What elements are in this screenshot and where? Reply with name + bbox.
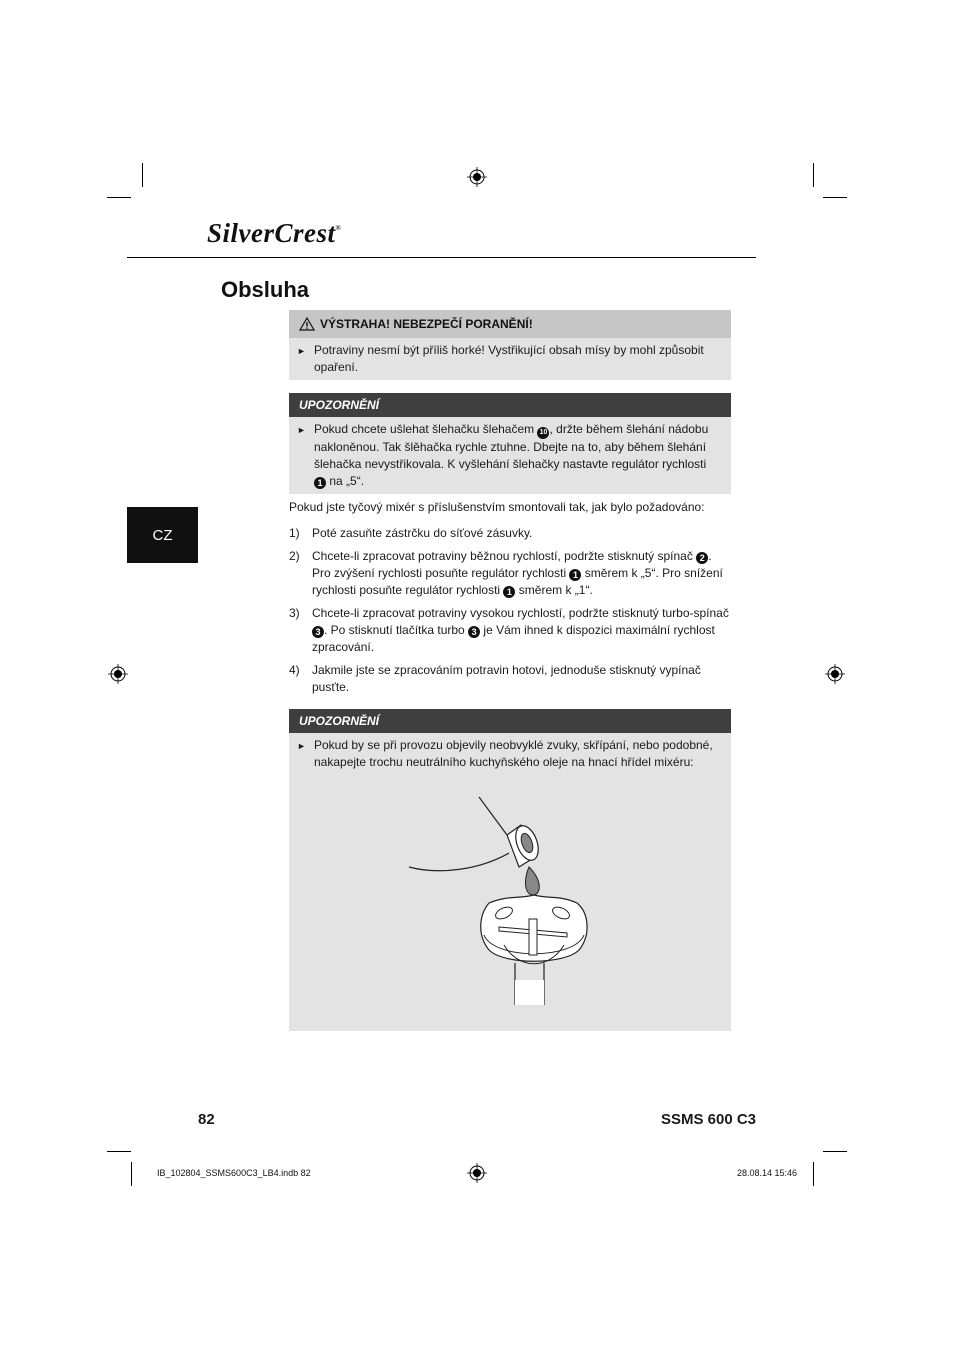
ref-badge: 3 — [312, 626, 324, 638]
step-text: Jakmile jste se zpracováním potravin hotovi, jednoduše stisknutý vypínač pusťte. — [312, 663, 701, 694]
note-text-part: , držte během šlehání nádobu nakloněnou. Tak šlěhačka rychle ztuhne. Dbejte na to, aby během šlehání šlehačka nevystřikovala. K vyšlehání šlehačky nastavte regulátor rychlosti — [314, 422, 709, 471]
arrow-bullet-icon: ► — [297, 425, 306, 435]
note-box-illustrated — [289, 709, 731, 1031]
brand-logo-text: SilverCrest — [207, 218, 336, 248]
note-heading — [289, 393, 731, 417]
print-slug-file: IB_102804_SSMS600C3_LB4.indb 82 — [157, 1168, 311, 1178]
note-text — [314, 421, 721, 490]
note-heading — [289, 709, 731, 733]
step-text-part: Chcete-li zpracovat potraviny vysokou rychlostí, podržte stisknutý turbo-spínač — [312, 606, 729, 620]
oil-dripping-illustration — [399, 795, 609, 1010]
note-text-part: na „5“. — [329, 474, 365, 488]
list-item — [297, 342, 721, 376]
registration-mark-icon — [825, 664, 845, 684]
warning-text: Potraviny nesmí být příliš horké! Vystřikující obsah mísy by mohl způsobit opaření. — [314, 343, 704, 374]
list-item — [289, 605, 731, 656]
language-tab-label: CZ — [152, 526, 173, 544]
registered-mark: ® — [335, 224, 342, 232]
print-slug-date: 28.08.14 15:46 — [736, 1168, 797, 1178]
note-text: Pokud by se při provozu objevily neobvyklé zvuky, skřípání, nebo podobné, nakapejte trochu neutrálního kuchyňského oleje na hnací hřídel mixéru: — [314, 738, 713, 769]
step-number: 2) — [289, 549, 300, 563]
warning-heading — [289, 310, 731, 338]
note-body — [289, 733, 731, 777]
step-text: Poté zasuňte zástrčku do síťové zásuvky. — [312, 526, 533, 540]
brand-logo — [207, 218, 341, 249]
note-text-part: Pokud chcete ušlehat šlehačku šlehačem — [314, 422, 535, 436]
language-tab — [127, 507, 198, 563]
list-item — [289, 525, 731, 542]
warning-box — [289, 310, 731, 380]
ref-badge: 3 — [468, 626, 480, 638]
crop-mark — [823, 197, 847, 198]
step-text-part: Chcete-li zpracovat potraviny běžnou rychlostí, podržte stisknutý spínač — [312, 549, 693, 563]
ref-badge: 1 — [569, 569, 581, 581]
page-number: 82 — [198, 1111, 215, 1128]
crop-mark — [813, 1162, 814, 1186]
step-number: 1) — [289, 526, 300, 540]
step-text-part: směrem k „1“. — [518, 583, 593, 597]
registration-mark-icon — [467, 167, 487, 187]
crop-mark — [107, 197, 131, 198]
arrow-bullet-icon: ► — [297, 346, 306, 356]
step-list — [289, 525, 731, 702]
list-item — [297, 737, 721, 771]
step-text-part: je Vám ihned k dispozici maximální rychlost zpracování. — [312, 623, 715, 654]
step-number: 3) — [289, 606, 300, 620]
note-heading-text: UPOZORNĚNÍ — [299, 398, 380, 412]
crop-mark — [813, 163, 814, 187]
note-box — [289, 393, 731, 494]
step-text-part: . Po stisknutí tlačítka turbo — [324, 623, 465, 637]
ref-badge: 1 — [314, 477, 326, 489]
page-title: Obsluha — [221, 277, 310, 302]
crop-mark — [823, 1151, 847, 1152]
crop-mark — [142, 163, 143, 187]
note-heading-text: UPOZORNĚNÍ — [299, 714, 380, 728]
ref-badge: 1 — [503, 586, 515, 598]
step-text-part: . Pro zvýšení rychlosti posuňte regulátor rychlosti — [312, 549, 712, 580]
warning-triangle-icon — [299, 317, 315, 331]
list-item — [297, 421, 721, 490]
step-number: 4) — [289, 663, 300, 677]
warning-body — [289, 338, 731, 382]
warning-heading-text: VÝSTRAHA! NEBEZPEČÍ PORANĚNÍ! — [320, 317, 533, 331]
step-text — [312, 548, 731, 599]
step-text-part: směrem k „5“. Pro snížení rychlosti posuňte regulátor rychlosti — [312, 566, 723, 597]
crop-mark — [131, 1162, 132, 1186]
arrow-bullet-icon: ► — [297, 741, 306, 751]
registration-mark-icon — [108, 664, 128, 684]
registration-mark-icon — [467, 1163, 487, 1183]
ref-badge: 2 — [696, 552, 708, 564]
header-rule — [127, 257, 756, 258]
intro-paragraph: Pokud jste tyčový mixér s příslušenstvím smontovali tak, jak bylo požadováno: — [289, 500, 705, 514]
step-text — [312, 605, 731, 656]
list-item — [289, 662, 731, 696]
crop-mark — [107, 1151, 131, 1152]
note-body — [289, 417, 731, 496]
ref-badge: 10 — [537, 427, 549, 439]
list-item — [289, 548, 731, 599]
model-number: SSMS 600 C3 — [660, 1111, 756, 1128]
